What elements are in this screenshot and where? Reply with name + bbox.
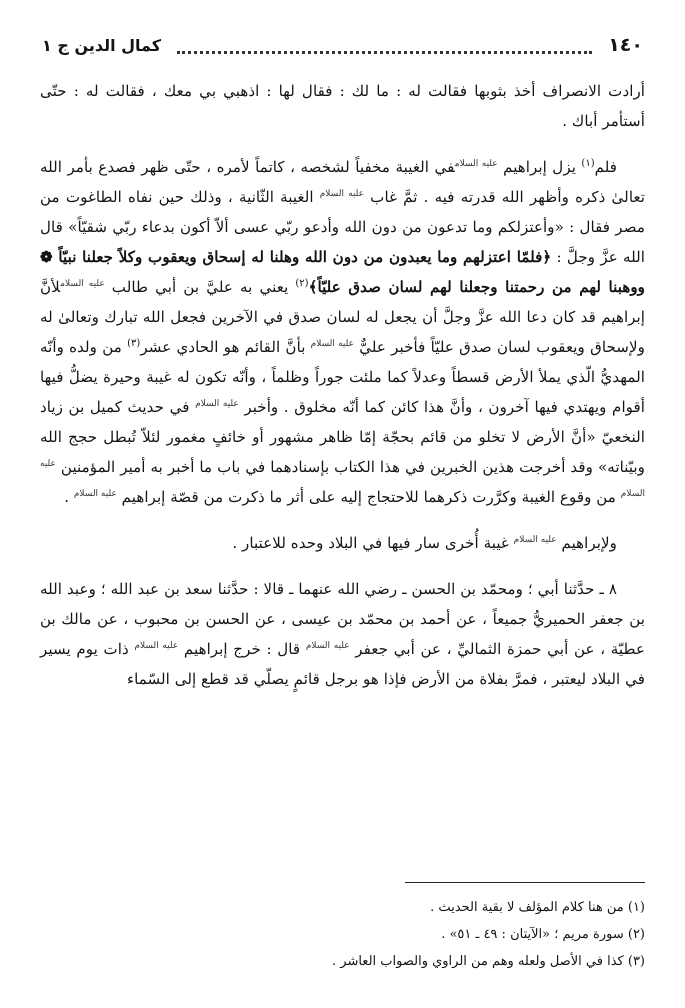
paragraph-text: ذات يوم يسير في البلاد ليعتبر ، فمرَّ بفلاة من الأرض فإذا هو برجل قائمٍ يصلّي قد قطع إلى السّماء (40, 640, 645, 688)
header-dotted-leader (177, 37, 592, 54)
paragraph-text: فلم (594, 158, 617, 176)
paragraph-text: من ولده وأنّه المهديُّ الّذي يملأ الأرض قسطاً وعدلاً كما ملئت جوراً وظلماً ، وأنّه تكون له غيبة وحيرة يضلُّ فيها أقوام ويهتدي فيها آخرون ، وأنَّ هذا كائن كما أنّه مخلوق . وأخبر (40, 338, 645, 416)
honorific-glyph: عليه السلام (319, 188, 365, 199)
footnote-3: (٣) كذا في الأصل ولعله وهم من الراوي والصواب العاشر . (332, 954, 645, 969)
paragraph-text: يعني به عليَّ بن أبي طالب (104, 278, 296, 296)
honorific-glyph: عليه السلام (305, 640, 350, 651)
honorific-glyph: عليه السلام (454, 158, 498, 169)
footnote-2: (٢) سورة مريم ؛ «الآيتان : ٤٩ ـ ٥١» . (441, 927, 645, 942)
paragraph-text: ولإبراهيم (556, 534, 617, 552)
honorific-glyph: عليه السلام (195, 398, 239, 409)
paragraph (40, 528, 645, 558)
paragraph-gap (40, 136, 645, 152)
footnote-1: (١) من هنا كلام المؤلف لا بقية الحديث . (430, 900, 645, 915)
paragraph-text: في الغيبة مخفياً لشخصه ، كاتماً لأمره ، حتّى ظهر فصدع بأمر الله تعالىٰ ذكره وأظهر الله قدرته فيه . ثمَّ غاب (40, 158, 645, 206)
paragraph-text: يزل إبراهيم (497, 158, 582, 176)
paragraph-gap (40, 558, 645, 574)
paragraph (40, 574, 645, 694)
paragraph-text: أرادت الانصراف أخذ بثوبها فقالت له : ما لك : فقال لها : اذهبي بي معك ، فقالت له : حتّى أستأمر أباك . (40, 82, 645, 130)
footnote-divider (405, 882, 645, 883)
paragraph-text: من وقوع الغيبة وكرَّرت ذكرهما للاحتجاج إليه على أثر ما ذكرت من قصّة إبراهيم (116, 488, 621, 506)
paragraph-text: قال : خرج إبراهيم (178, 640, 306, 658)
paragraph-text: . (64, 488, 74, 506)
page-number: ١٤٠ (608, 34, 643, 56)
honorific-glyph: عليه السلام (40, 458, 645, 499)
honorific-glyph: عليه السلام (73, 488, 117, 499)
footnotes (40, 894, 645, 975)
paragraph-text: ٨ ـ حدَّثنا أبي ؛ ومحمّد بن الحسن ـ رضي الله عنهما ـ قالا : حدَّثنا سعد بن عبد الله ؛ وعبد الله بن جعفر الحميريُّ جميعاً ، عن أحمد بن محمّد بن عيسى ، عن الحسن بن محبوب ، عن مالك بن عطيّة ، عن أبي حمزة الثماليِّ ، عن أبي جعفر (40, 580, 646, 658)
footnote-ref-1[interactable]: (١) (581, 157, 595, 169)
running-title: كمال الدين ج ١ (42, 35, 162, 55)
honorific-glyph: عليه السلام (60, 278, 105, 289)
page-header (42, 30, 643, 60)
honorific-glyph: عليه السلام (310, 338, 354, 349)
footnote-ref-2[interactable]: (٢) (295, 277, 309, 289)
paragraph-text: غيبة أُخرى سار فيها في البلاد وحده للاعتبار . (232, 534, 514, 552)
paragraph-text: لأنَّ إبراهيم قد كان دعا الله عزَّ وجلَّ أن يجعل له لسان صدق في الآخرين فجعل الله تبارك وتعالىٰ له ولإسحاق ويعقوب لسان صدق عليّاً فأخبر عليٌّ (40, 278, 645, 356)
paragraph-gap (40, 512, 645, 528)
paragraph-text: بأنَّ القائم هو الحادي عشر (140, 338, 311, 356)
paragraph-text: الغيبة الثّانية ، وذلك حين نفاه الطاغوت من مصر فقال : «وأعتزلكم وما تدعون من دون الله وأدعو ربّي عسى ألاّ أكون بدعاء ربّي شقيّاً» قال الله عزَّ وجلَّ : (40, 188, 645, 266)
honorific-glyph: عليه السلام (513, 534, 557, 545)
page-body (40, 76, 645, 694)
quran-verse: ﴿فلمّا اعتزلهم وما يعبدون من دون الله وهلنا له إسحاق ويعقوب وكلاً جعلنا نبيّاً ❁ ووهبنا لهم من رحمتنا وجعلنا لهم لسان صدق عليّاً﴾ (40, 248, 645, 296)
honorific-glyph: عليه السلام (134, 640, 179, 651)
footnote-ref-3[interactable]: (٣) (127, 337, 141, 349)
paragraph (40, 76, 645, 136)
paragraph-text: في حديث كميل بن زياد النخعيّ «أنَّ الأرض لا تخلو من قائم بحجّة إمّا ظاهر مشهور أو خائفٍ مغمور لئلاّ تُبطل حجج الله وبيّناته» وقد أخرجت هذين الخبرين في هذا الكتاب بإسنادهما في باب ما أخبر به أمير المؤمنين (40, 398, 645, 476)
paragraph (40, 152, 645, 512)
